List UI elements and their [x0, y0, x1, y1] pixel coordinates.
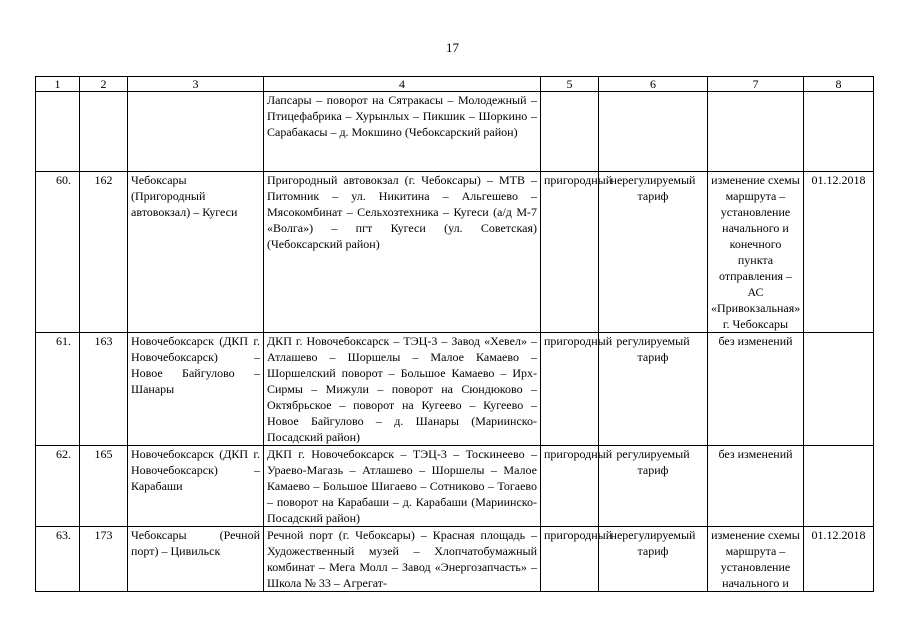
cell-name: Чебоксары (Речной порт) – Цивильск — [128, 527, 264, 592]
cell-num: 63. — [36, 527, 80, 592]
cell-path: ДКП г. Новочебоксарск – ТЭЦ-3 – Завод «Хевел» – Атлашево – Шоршелы – Малое Камаево – Шоршелский поворот – Большое Камаево – Ирх-Сирмы – Мижули – поворот на Сюндюково – Октябрьское – поворот на Кугеево – Кугеево – Новое Байгулово – д. Шанары (Мариинско-Посадский район) — [264, 333, 541, 446]
cell-path: ДКП г. Новочебоксарск – ТЭЦ-3 – Тоскинеево – Ураево-Магазь – Атлашево – Шоршелы – Малое Камаево – Большое Шигаево – Сотниково – Тогаево – поворот на Карабаши – д. Карабаши (Мариинско-Посадский район) — [264, 446, 541, 527]
cell-num — [36, 92, 80, 172]
table-row — [36, 527, 874, 592]
cell-path: Лапсары – поворот на Сятракасы – Молодежный – Птицефабрика – Хурынлых – Пикшик – Шоркино – Сарабакасы – д. Мокшино (Чебоксарский район) — [264, 92, 541, 172]
continuation-row — [36, 92, 874, 172]
cell-tariff: регулируемый тариф — [599, 333, 708, 446]
column-header: 1 — [36, 77, 80, 92]
cell-num: 60. — [36, 172, 80, 333]
cell-name: Новочебоксарск (ДКП г. Новочебоксарск) – Новое Байгулово – Шанары — [128, 333, 264, 446]
cell-date — [804, 92, 874, 172]
cell-date — [804, 446, 874, 527]
column-header: 6 — [599, 77, 708, 92]
cell-route: 173 — [80, 527, 128, 592]
column-header: 7 — [708, 77, 804, 92]
page-number: 17 — [446, 40, 459, 55]
cell-change — [708, 92, 804, 172]
cell-type: пригородный — [541, 446, 599, 527]
cell-num: 62. — [36, 446, 80, 527]
table-row — [36, 446, 874, 527]
cell-tariff — [599, 92, 708, 172]
cell-date: 01.12.2018 — [804, 172, 874, 333]
cell-name: Чебоксары (Пригородный автовокзал) – Кугеси — [128, 172, 264, 333]
cell-path: Пригородный автовокзал (г. Чебоксары) – МТВ – Питомник – ул. Никитина – Альгешево – Мясокомбинат – Сельхозтехника – Кугеси (а/д М-7 «Волга») – пгт Кугеси (ул. Советская) (Чебоксарский район) — [264, 172, 541, 333]
cell-tariff: нерегулируемый тариф — [599, 172, 708, 333]
cell-type: пригородный — [541, 527, 599, 592]
cell-tariff: регулируемый тариф — [599, 446, 708, 527]
cell-type: пригородный — [541, 172, 599, 333]
column-header: 2 — [80, 77, 128, 92]
cell-route: 165 — [80, 446, 128, 527]
cell-change: изменение схемы маршрута – установление начального и конечного пункта отправления – АС «Привокзальная» г. Чебоксары — [708, 172, 804, 333]
cell-change: без изменений — [708, 446, 804, 527]
header-row — [36, 77, 874, 92]
cell-route — [80, 92, 128, 172]
column-header: 8 — [804, 77, 874, 92]
cell-num: 61. — [36, 333, 80, 446]
cell-type — [541, 92, 599, 172]
cell-tariff: нерегулируемый тариф — [599, 527, 708, 592]
column-header: 3 — [128, 77, 264, 92]
column-header: 5 — [541, 77, 599, 92]
cell-change: без изменений — [708, 333, 804, 446]
column-header: 4 — [264, 77, 541, 92]
cell-name — [128, 92, 264, 172]
table-row — [36, 333, 874, 446]
table-row — [36, 172, 874, 333]
routes-table — [35, 76, 874, 592]
cell-type: пригородный — [541, 333, 599, 446]
cell-route: 162 — [80, 172, 128, 333]
cell-date: 01.12.2018 — [804, 527, 874, 592]
cell-path: Речной порт (г. Чебоксары) – Красная площадь – Художественный музей – Хлопчатобумажный комбинат – Мега Молл – Завод «Энергозапчасть» – Школа № 33 – Агрегат- — [264, 527, 541, 592]
cell-name: Новочебоксарск (ДКП г. Новочебоксарск) – Карабаши — [128, 446, 264, 527]
cell-change: изменение схемы маршрута – установление начального и — [708, 527, 804, 592]
cell-date — [804, 333, 874, 446]
cell-route: 163 — [80, 333, 128, 446]
